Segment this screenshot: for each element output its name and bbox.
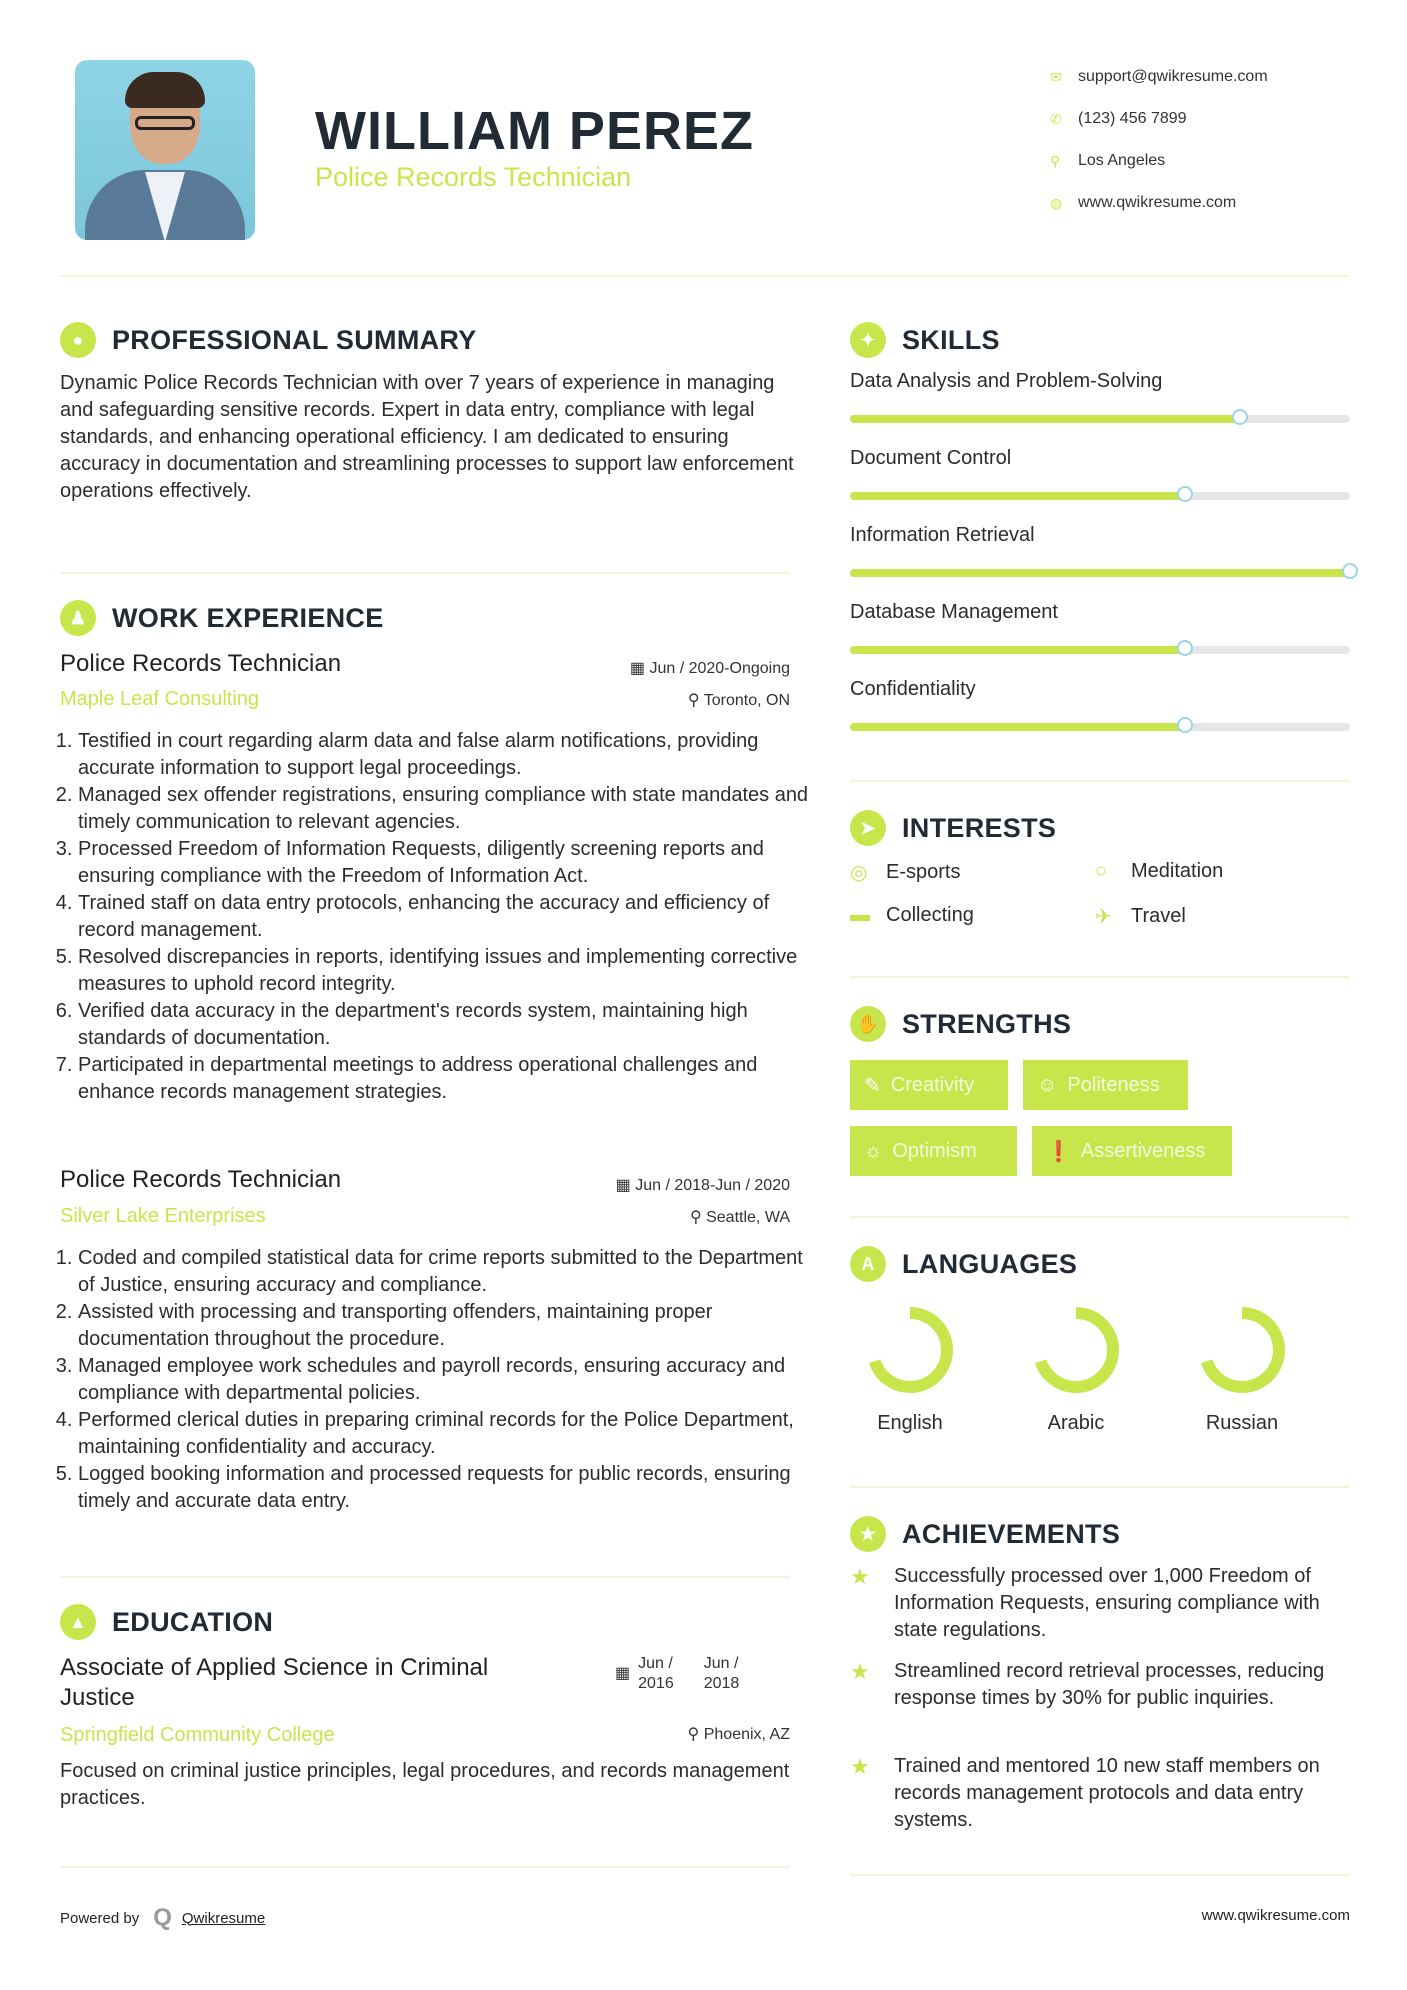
skill-bar-knob xyxy=(1232,409,1248,425)
interest-item: ◎ E-sports xyxy=(850,861,961,884)
skill-bar-knob xyxy=(1177,640,1193,656)
interest-item: ▬ Collecting xyxy=(850,904,974,926)
interest-item: ✈ Travel xyxy=(1095,905,1186,928)
interests-divider xyxy=(850,976,1350,978)
experience-heading: ♟ WORK EXPERIENCE xyxy=(60,600,384,636)
list-item: 5. Logged booking information and processed requests for public records, ensuring timely and accurate data entry. xyxy=(78,1461,813,1515)
pin-icon: ⚲ xyxy=(687,692,704,709)
circle-icon: ○ xyxy=(1095,860,1108,882)
star-icon: ★ xyxy=(850,1516,886,1552)
profile-photo xyxy=(75,60,255,240)
gamepad-icon: ◎ xyxy=(850,862,868,884)
list-item: 2. Assisted with processing and transporting offenders, maintaining proper documentation throughout the procedure. xyxy=(78,1299,813,1353)
skill-label: Information Retrieval xyxy=(850,524,1035,546)
skills-divider xyxy=(850,780,1350,782)
degree-title: Associate of Applied Science in Criminal Justice xyxy=(60,1654,489,1711)
skill-label: Document Control xyxy=(850,447,1012,469)
job-location: ⚲ Seattle, WA xyxy=(689,1209,790,1226)
hand-icon: ✋ xyxy=(850,1006,886,1042)
experience-divider xyxy=(60,1576,790,1578)
brush-icon: ✎ xyxy=(864,1074,881,1097)
contact-phone[interactable]: ✆ (123) 456 7899 xyxy=(1050,110,1187,127)
box-icon: ▬ xyxy=(850,904,870,926)
list-item: 4. Trained staff on data entry protocols, enhancing the accuracy and efficiency of record management. xyxy=(78,890,813,944)
calendar-icon: ▦ xyxy=(615,1665,631,1682)
job-company: Silver Lake Enterprises xyxy=(60,1205,266,1227)
phone-icon: ✆ xyxy=(1050,110,1062,127)
job-duties-list xyxy=(60,1245,813,1515)
language-item xyxy=(1016,1302,1136,1435)
plane-icon: ✈ xyxy=(1095,906,1112,928)
mail-icon: ✉ xyxy=(1050,68,1062,85)
language-ring xyxy=(862,1302,958,1398)
contact-email[interactable]: ✉ support@qwikresume.com xyxy=(1050,68,1268,85)
skill-bar-fill xyxy=(850,646,1185,654)
candidate-name: WILLIAM PEREZ xyxy=(315,101,754,161)
translate-icon: A xyxy=(850,1246,886,1282)
skill-bar-knob xyxy=(1177,486,1193,502)
pin-icon: ⚲ xyxy=(689,1209,707,1226)
list-item: 7. Participated in departmental meetings to address operational challenges and enhance records management strategies. xyxy=(78,1052,813,1106)
candidate-role: Police Records Technician xyxy=(315,162,632,192)
star-icon: ★ xyxy=(850,1659,870,1684)
contact-website[interactable]: ◍ www.qwikresume.com xyxy=(1050,194,1237,211)
language-ring xyxy=(1194,1302,1290,1398)
skill-bar-knob xyxy=(1342,563,1358,579)
school-name: Springfield Community College xyxy=(60,1724,335,1746)
language-label: Arabic xyxy=(1047,1412,1105,1434)
skill-bar xyxy=(850,569,1350,577)
strength-tag: ☺ Politeness xyxy=(1023,1060,1188,1110)
job-duties-list xyxy=(60,728,813,1106)
skill-bar-fill xyxy=(850,569,1350,577)
education-text: Focused on criminal justice principles, legal procedures, and records management practices. xyxy=(60,1760,790,1809)
calendar-icon: ▦ xyxy=(615,1177,636,1194)
smile-icon: ☺ xyxy=(1037,1073,1058,1096)
achievements-heading: ★ ACHIEVEMENTS xyxy=(850,1516,1120,1552)
header-divider xyxy=(60,275,1350,277)
list-item: 3. Managed employee work schedules and payroll records, ensuring accuracy and compliance with departmental policies. xyxy=(78,1353,813,1407)
achievements-divider xyxy=(850,1874,1350,1876)
skill-bar-fill xyxy=(850,492,1185,500)
strengths-divider xyxy=(850,1216,1350,1218)
language-item xyxy=(850,1302,970,1435)
strength-tag: ✎ Creativity xyxy=(850,1060,1008,1110)
skill-bar-fill xyxy=(850,415,1240,423)
summary-divider xyxy=(60,572,790,574)
job-title: Police Records Technician xyxy=(60,1166,342,1193)
list-item: 3. Processed Freedom of Information Requests, diligently screening reports and ensuring compliance with the Freedom of Information Act. xyxy=(78,836,813,890)
job-company: Maple Leaf Consulting xyxy=(60,688,260,710)
briefcase-icon: ♟ xyxy=(60,600,96,636)
skill-bar-fill xyxy=(850,723,1185,731)
contact-block xyxy=(1050,56,1268,224)
education-heading: ▲ EDUCATION xyxy=(60,1604,273,1640)
list-item: 1. Testified in court regarding alarm data and false alarm notifications, providing accurate information to support legal proceedings. xyxy=(78,728,813,782)
list-item: 1. Coded and compiled statistical data for crime reports submitted to the Department of Justice, ensuring accuracy and compliance. xyxy=(78,1245,813,1299)
sun-icon: ☼ xyxy=(864,1139,883,1162)
list-item: 2. Managed sex offender registrations, ensuring compliance with state mandates and timely communication to relevant agencies. xyxy=(78,782,813,836)
interest-item: ○ Meditation xyxy=(1095,860,1224,882)
language-item xyxy=(1182,1302,1302,1435)
send-icon: ➤ xyxy=(850,810,886,846)
brand-link[interactable]: Qwikresume xyxy=(181,1909,266,1927)
qwikresume-logo-icon: Q xyxy=(153,1904,172,1931)
skill-bar xyxy=(850,492,1350,500)
achievement-item: ★ Streamlined record retrieval processes, reducing response times by 30% for public inquiries. xyxy=(850,1658,1350,1712)
footer-powered: Powered by Q Qwikresume xyxy=(60,1904,266,1931)
language-label: English xyxy=(877,1412,943,1434)
education-divider xyxy=(60,1866,790,1868)
language-label: Russian xyxy=(1205,1412,1279,1434)
job-title: Police Records Technician xyxy=(60,650,342,677)
lightbulb-icon: ✦ xyxy=(850,322,886,358)
languages-divider xyxy=(850,1486,1350,1488)
skill-label: Database Management xyxy=(850,601,1058,623)
strengths-heading: ✋ STRENGTHS xyxy=(850,1006,1071,1042)
languages-heading: A LANGUAGES xyxy=(850,1246,1077,1282)
skill-bar xyxy=(850,723,1350,731)
job-location: ⚲ Toronto, ON xyxy=(687,692,790,709)
resume-page xyxy=(60,0,1350,1990)
star-icon: ★ xyxy=(850,1564,870,1589)
achievement-item: ★ Successfully processed over 1,000 Freedom of Information Requests, ensuring compliance with state regulations. xyxy=(850,1563,1350,1644)
skill-bar xyxy=(850,646,1350,654)
calendar-icon: ▦ xyxy=(629,660,650,677)
achievement-item: ★ Trained and mentored 10 new staff members on records management protocols and data entry systems. xyxy=(850,1753,1350,1834)
strength-tag: ☼ Optimism xyxy=(850,1126,1017,1176)
skill-label: Data Analysis and Problem-Solving xyxy=(850,370,1163,392)
strength-tag: ❗ Assertiveness xyxy=(1032,1126,1232,1176)
skill-bar xyxy=(850,415,1350,423)
contact-location: ⚲ Los Angeles xyxy=(1050,152,1166,169)
education-location: ⚲ Phoenix, AZ xyxy=(687,1726,790,1743)
summary-text: Dynamic Police Records Technician with over 7 years of experience in managing and safeguarding sensitive records. Expert in data entry, compliance with legal standards, and enhancing operational efficiency. I am dedicated to ensuring accuracy in documentation and streamlining processes to support law enforcement operations effectively. xyxy=(60,372,794,502)
list-item: 6. Verified data accuracy in the department's records system, maintaining high standards of documentation. xyxy=(78,998,813,1052)
graduation-icon: ▲ xyxy=(60,1604,96,1640)
skills-heading: ✦ SKILLS xyxy=(850,322,1000,358)
job-dates: ▦ Jun / 2020-Ongoing xyxy=(629,660,790,677)
skill-bar-knob xyxy=(1177,717,1193,733)
globe-icon: ◍ xyxy=(1050,194,1063,211)
language-ring xyxy=(1028,1302,1124,1398)
job-dates: ▦ Jun / 2018-Jun / 2020 xyxy=(615,1177,790,1194)
interests-heading: ➤ INTERESTS xyxy=(850,810,1056,846)
skill-label: Confidentiality xyxy=(850,678,976,700)
alert-icon: ❗ xyxy=(1046,1140,1071,1163)
summary-heading: ● PROFESSIONAL SUMMARY xyxy=(60,322,477,358)
star-icon: ★ xyxy=(850,1754,870,1779)
map-pin-icon: ⚲ xyxy=(1050,152,1061,169)
education-dates: ▦ Jun / 2016 Jun / 2018 xyxy=(615,1655,740,1692)
list-item: 5. Resolved discrepancies in reports, identifying issues and implementing corrective measures to uphold record integrity. xyxy=(78,944,813,998)
list-item: 4. Performed clerical duties in preparing criminal records for the Police Department, maintaining confidentiality and accuracy. xyxy=(78,1407,813,1461)
pin-icon: ⚲ xyxy=(687,1726,704,1743)
footer-website[interactable]: www.qwikresume.com xyxy=(1201,1907,1350,1924)
user-icon: ● xyxy=(60,322,96,358)
